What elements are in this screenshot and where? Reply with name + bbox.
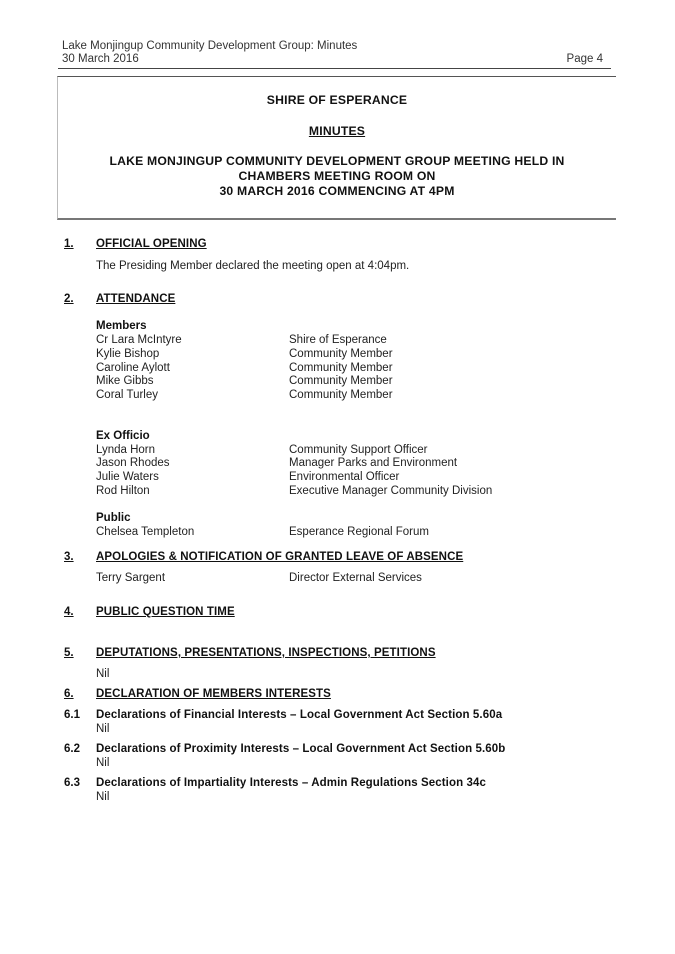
meeting-title-line3: 30 MARCH 2016 COMMENCING AT 4PM (219, 184, 455, 198)
attendee-name: Coral Turley (96, 389, 158, 401)
section-6-title: DECLARATION OF MEMBERS INTERESTS (96, 688, 331, 700)
attendee-role: Community Member (289, 348, 393, 360)
attendee-role: Esperance Regional Forum (289, 526, 429, 538)
attendee-name: Caroline Aylott (96, 362, 170, 374)
attendee-role: Environmental Officer (289, 471, 400, 483)
attendee-role: Community Member (289, 389, 393, 401)
meeting-title-line2: CHAMBERS MEETING ROOM ON (238, 169, 436, 183)
attendee-name: Cr Lara McIntyre (96, 334, 182, 346)
section-4-number: 4. (64, 606, 74, 618)
section-3-title: APOLOGIES & NOTIFICATION OF GRANTED LEAVE OF ABSENCE (96, 551, 464, 563)
subsection-text: Nil (96, 757, 110, 769)
shire-title: SHIRE OF ESPERANCE (266, 93, 408, 107)
attendee-name: Julie Waters (96, 471, 159, 483)
header-page-number: Page 4 (566, 53, 603, 65)
section-5-number: 5. (64, 647, 74, 659)
members-label: Members (96, 320, 147, 332)
section-1-title: OFFICIAL OPENING (96, 238, 207, 250)
title-box (57, 76, 616, 220)
apology-name: Terry Sargent (96, 572, 166, 584)
attendee-role: Manager Parks and Environment (289, 457, 458, 469)
section-1-text: The Presiding Member declared the meeting open at 4:04pm. (96, 260, 410, 272)
attendee-role: Shire of Esperance (289, 334, 387, 346)
section-3-number: 3. (64, 551, 74, 563)
apology-role: Director External Services (289, 572, 422, 584)
section-5-title: DEPUTATIONS, PRESENTATIONS, INSPECTIONS, PETITIONS (96, 647, 436, 659)
section-6-number: 6. (64, 688, 74, 700)
attendee-name: Mike Gibbs (96, 375, 154, 387)
section-2-number: 2. (64, 293, 74, 305)
subsection-number: 6.2 (64, 743, 80, 755)
subsection-title: Declarations of Impartiality Interests – Admin Regulations Section 34c (96, 777, 487, 789)
attendee-role: Community Support Officer (289, 444, 428, 456)
section-5-text: Nil (96, 668, 110, 680)
attendee-role: Community Member (289, 375, 393, 387)
subsection-number: 6.1 (64, 709, 80, 721)
header-document-title: Lake Monjingup Community Development Group: Minutes (62, 40, 358, 52)
section-2-title: ATTENDANCE (96, 293, 176, 305)
header-date: 30 March 2016 (62, 53, 139, 65)
attendee-name: Lynda Horn (96, 444, 156, 456)
attendee-name: Jason Rhodes (96, 457, 170, 469)
attendee-name: Rod Hilton (96, 485, 150, 497)
header-divider (58, 68, 611, 69)
subsection-title: Declarations of Proximity Interests – Local Government Act Section 5.60b (96, 743, 506, 755)
subsection-text: Nil (96, 791, 110, 803)
ex-officio-label: Ex Officio (96, 430, 150, 442)
minutes-heading-text: MINUTES (308, 124, 366, 138)
minutes-heading (58, 124, 616, 138)
subsection-number: 6.3 (64, 777, 80, 789)
subsection-title: Declarations of Financial Interests – Local Government Act Section 5.60a (96, 709, 503, 721)
attendee-name: Kylie Bishop (96, 348, 160, 360)
meeting-title-line1: LAKE MONJINGUP COMMUNITY DEVELOPMENT GROUP MEETING HELD IN (109, 154, 565, 168)
attendee-role: Community Member (289, 362, 393, 374)
public-label: Public (96, 512, 131, 524)
attendee-name: Chelsea Templeton (96, 526, 195, 538)
section-4-title: PUBLIC QUESTION TIME (96, 606, 235, 618)
section-1-number: 1. (64, 238, 74, 250)
subsection-text: Nil (96, 723, 110, 735)
attendee-role: Executive Manager Community Division (289, 485, 493, 497)
